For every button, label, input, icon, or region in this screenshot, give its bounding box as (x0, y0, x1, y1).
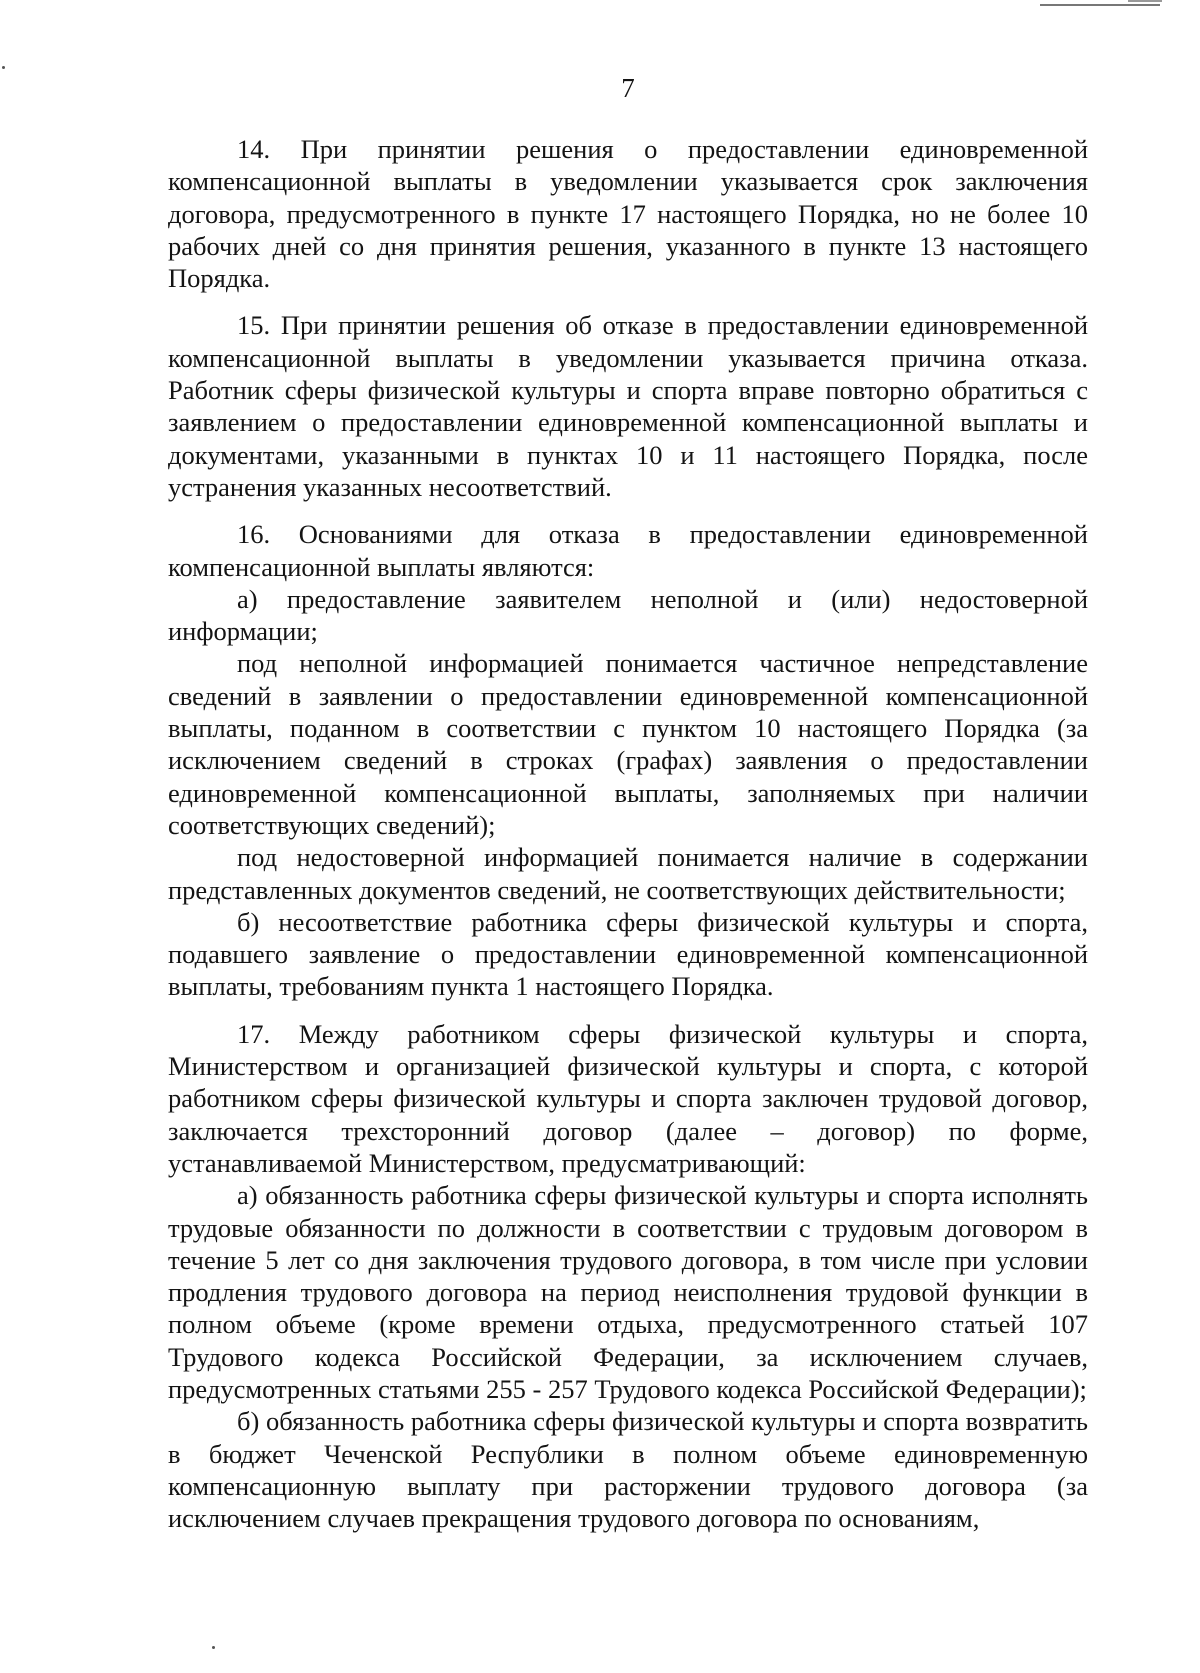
scan-edge-mark (1040, 4, 1160, 6)
paragraph-incomplete-info: под неполной информацией понимается частичное непредставление сведений в заявлении о предоставлении единовременной компенсационной выплаты, поданном в соответствии с пунктом 10 настоящего Порядка (за исключением сведений в строках (графах) заявления о предоставлении единовременной компенсационной выплаты, заполняемых при наличии соответствующих сведений); (168, 648, 1088, 840)
scan-speck (212, 1646, 215, 1649)
paragraph-16-b: б) несоответствие работника сферы физической культуры и спорта, подавшего заявление о предоставлении единовременной компенсационной выплаты, требованиям пункта 1 настоящего Порядка. (168, 906, 1088, 1002)
scan-edge-mark-2 (1128, 0, 1162, 2)
paragraph-17-b: б) обязанность работника сферы физической культуры и спорта возвратить в бюджет Чеченской Республики в полном объеме единовременную компенсационную выплату при расторжении трудового договора (за исключением случаев прекращения трудового договора по основаниям, (168, 1406, 1088, 1534)
scan-speck (2, 66, 5, 69)
paragraph-item-17: 17. Между работником сферы физической культуры и спорта, Министерством и организацией физической культуры и спорта, с которой работником сферы физической культуры и спорта заключен трудовой договор, заключается трехсторонний договор (далее – договор) по форме, устанавливаемой Министерством, предусматривающий: (168, 1018, 1088, 1178)
paragraph-item-15: 15. При принятии решения об отказе в предоставлении единовременной компенсационной выплаты в уведомлении указывается причина отказа. Работник сферы физической культуры и спорта вправе повторно обратиться с заявлением о предоставлении единовременной компенсационной выплаты и документами, указанными в пунктах 10 и 11 настоящего Порядка, после устранения указанных несоответствий. (168, 310, 1088, 502)
page-number: 7 (621, 73, 635, 103)
paragraph-item-16: 16. Основаниями для отказа в предоставлении единовременной компенсационной выплаты являются: (168, 519, 1088, 582)
paragraph-16-a: а) предоставление заявителем неполной и (или) недостоверной информации; (168, 583, 1088, 647)
paragraph-17-a: а) обязанность работника сферы физической культуры и спорта исполнять трудовые обязанности по должности в соответствии с трудовым договором в течение 5 лет со дня заключения трудового договора, в том числе при условии продления трудового договора на период неисполнения трудовой функции в полном объеме (кроме времени отдыха, предусмотренного статьей 107 Трудового кодекса Российской Федерации, за исключением случаев, предусмотренных статьями 255 - 257 Трудового кодекса Российской Федерации); (168, 1180, 1088, 1404)
document-body (168, 133, 1088, 1534)
paragraph-unreliable-info: под недостоверной информацией понимается наличие в содержании представленных документов сведений, не соответствующих действительности; (168, 842, 1088, 905)
paragraph-item-14: 14. При принятии решения о предоставлении единовременной компенсационной выплаты в уведомлении указывается срок заключения договора, предусмотренного в пункте 17 настоящего Порядка, но не более 10 рабочих дней со дня принятия решения, указанного в пункте 13 настоящего Порядка. (168, 134, 1088, 294)
